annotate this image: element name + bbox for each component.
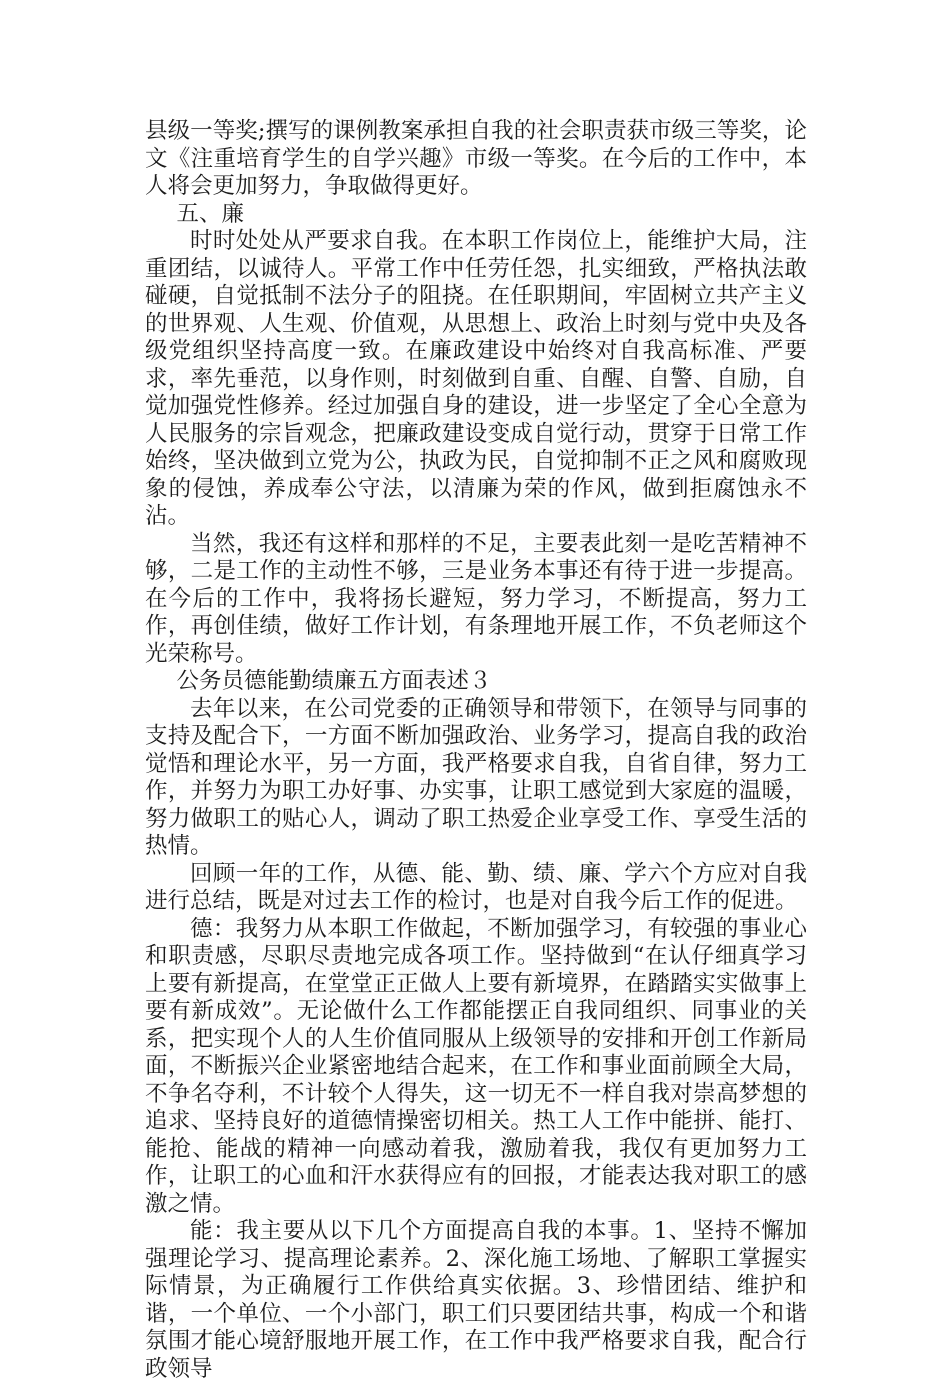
- paragraph-morality: 德：我努力从本职工作做起，不断加强学习，有较强的事业心和职责感，尽职尽责地完成各项工作。坚持做到“在认仔细真学习上要有新提高，在堂堂正正做人上要有新境界，在踏踏实实做事上要有新成效”。无论做什么工作都能摆正自我同组织、同事业的关系，把实现个人的人生价值同服从上级领导的安排和开创工作新局面，不断振兴企业紧密地结合起来，在工作和事业面前顾全大局，不争名夺利，不计较个人得失，这一切无不一样自我对崇高梦想的追求、坚持良好的道德情操密切相关。热工人工作中能拼、能打、能抢、能战的精神一向感动着我，激励着我，我仅有更加努力工作，让职工的心血和汗水获得应有的回报，才能表达我对职工的感激之情。: [145, 915, 807, 1217]
- paragraph-ability: 能：我主要从以下几个方面提高自我的本事。1、坚持不懈加强理论学习、提高理论素养。2、深化施工场地、了解职工掌握实际情景，为正确履行工作供给真实依据。3、珍惜团结、维护和谐，一个单位、一个小部门，职工们只要团结共事，构成一个和谐氛围才能心境舒服地开展工作，在工作中我严格要求自我，配合行政领导: [145, 1218, 807, 1382]
- paragraph-integrity: 时时处处从严要求自我。在本职工作岗位上，能维护大局，注重团结，以诚待人。平常工作中任劳任怨，扎实细致，严格执法敢碰硬，自觉抵制不法分子的阻挠。在任职期间，牢固树立共产主义的世界观、人生观、价值观，从思想上、政治上时刻与党中央及各级党组织坚持高度一致。在廉政建设中始终对自我高标准、严要求，率先垂范，以身作则，时刻做到自重、自醒、自警、自励，自觉加强党性修养。经过加强自身的建设，进一步坚定了全心全意为人民服务的宗旨观念，把廉政建设变成自觉行动，贯穿于日常工作始终，坚决做到立党为公，执政为民，自觉抑制不正之风和腐败现象的侵蚀，养成奉公守法，以清廉为荣的作风，做到拒腐蚀永不沾。: [145, 228, 807, 529]
- section-heading-integrity: 五、廉: [176, 200, 245, 227]
- document-page: [145, 118, 807, 1383]
- paragraph-award-summary: 县级一等奖;撰写的课例教案承担自我的社会职责获市级三等奖，论文《注重培育学生的自学兴趣》市级一等奖。在今后的工作中，本人将会更加努力，争取做得更好。: [145, 118, 807, 199]
- paragraph-intro: 去年以来，在公司党委的正确领导和带领下，在领导与同事的支持及配合下，一方面不断加强政治、业务学习，提高自我的政治觉悟和理论水平，另一方面，我严格要求自我，自省自律，努力工作，并努力为职工办好事、办实事，让职工感觉到大家庭的温暖，努力做职工的贴心人，调动了职工热爱企业享受工作、享受生活的热情。: [145, 695, 807, 859]
- paragraph-review: 回顾一年的工作，从德、能、勤、绩、廉、学六个方应对自我进行总结，既是对过去工作的检讨，也是对自我今后工作的促进。: [145, 860, 807, 914]
- paragraph-shortcomings: 当然，我还有这样和那样的不足，主要表此刻一是吃苦精神不够，二是工作的主动性不够，三是业务本事还有待于进一步提高。在今后的工作中，我将扬长避短，努力学习，不断提高，努力工作，再创佳绩，做好工作计划，有条理地开展工作，不负老师这个光荣称号。: [145, 530, 807, 667]
- document-subtitle: 公务员德能勤绩廉五方面表述３: [176, 668, 492, 694]
